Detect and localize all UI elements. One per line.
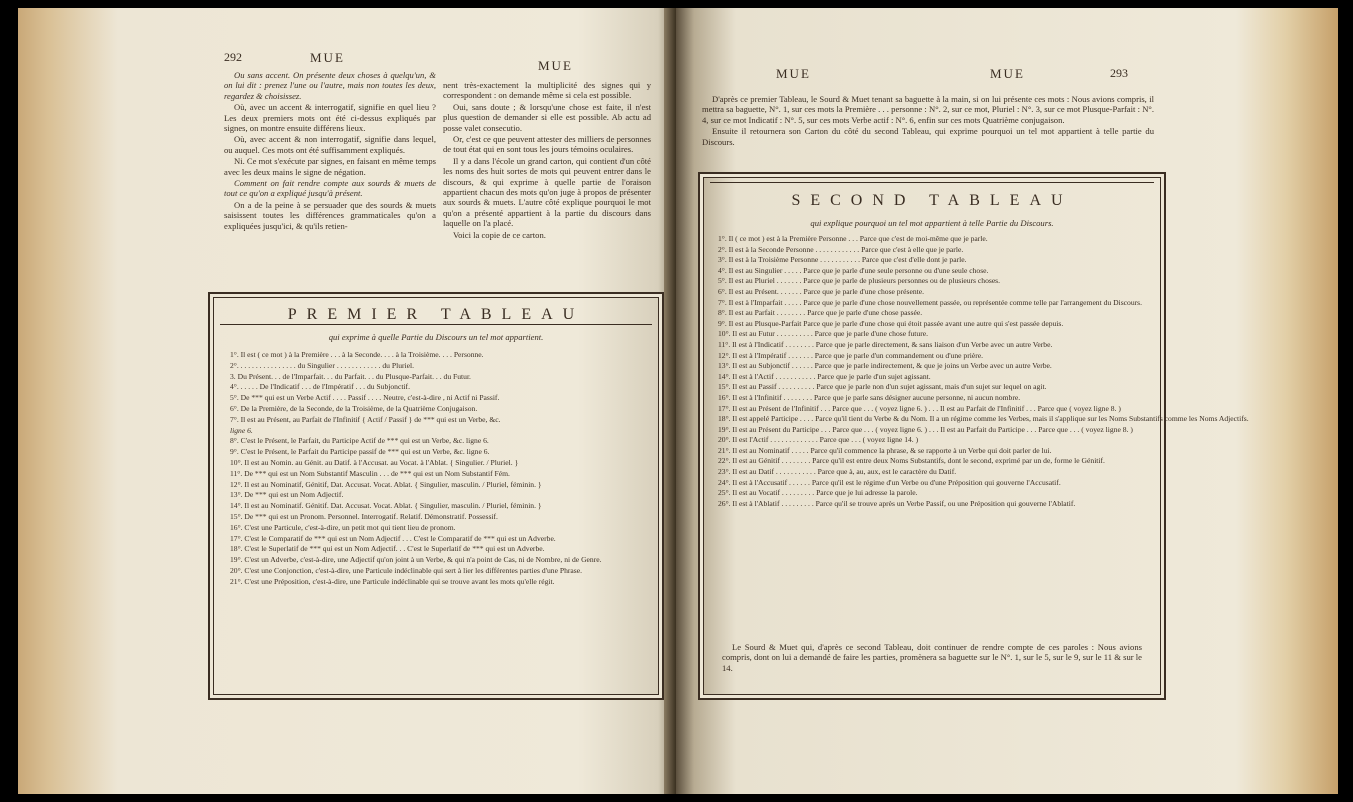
- table-row: 21°. C'est une Préposition, c'est-à-dire, une Particule indéclinable qui se trouve avant les mots qu'elle régit.: [230, 576, 555, 586]
- table-row: 14°. Il est à l'Actif . . . . . . . . . . . Parce que je parle d'un sujet agissant.: [718, 371, 931, 381]
- paragraph: Il y a dans l'école un grand carton, qui contient d'un côté les noms des huit sortes de mots qui peuvent entrer dans le discours, & qui exprime à quelle partie de l'oraison appartient chacun des mots qu'on juge à propos de présenter aux sourds & muets. L'autre côté explique pourquoi le mot qu'on a présenté appartient à la partie du discours dans laquelle on l'a placé.: [443, 155, 651, 229]
- table-row: 6°. Il est au Présent. . . . . . . Parce que je parle d'une chose présente.: [718, 286, 924, 296]
- table-row: 1°. Il ( ce mot ) est à la Première Personne . . . Parce que c'est de moi-même que je parle.: [718, 234, 988, 243]
- table-row: 8°. Il est au Parfait . . . . . . . . Parce que je parle d'une chose passée.: [718, 308, 923, 318]
- table-row: 11°. De *** qui est un Nom Substantif Masculin . . . de *** qui est un Nom Substantif Fém.: [230, 468, 510, 478]
- table-row: 25°. Il est au Vocatif . . . . . . . . . Parce que je lui adresse la parole.: [718, 488, 918, 498]
- divider: [710, 182, 1154, 183]
- running-head-right: MUE: [990, 66, 1025, 81]
- premier-tableau: [208, 292, 664, 700]
- paragraph: D'après ce premier Tableau, le Sourd & Muet tenant sa baguette à la main, si on lui présente ces mots : Nous avions compris, il mettra sa baguette, N°. 1, sur ces mots la Première . . . personne : N°. 2, sur ce mot, Pluriel : N°. 3, sur ce mot Plusque-Parfait : N°. 4, sur ce mot Indicatif : N°. 5, sur ces mots Verbe actif : N°. 6, enfin sur ces mots Quatrième conjugaison.: [702, 94, 1154, 125]
- paragraph: Ou sans accent. On présente deux choses à quelqu'un, & on lui dit : prenez l'une ou l'autre, mais non toutes les deux, regardez & choisissez.: [224, 70, 436, 101]
- table-row: 6°. De la Première, de la Seconde, de la Troisième, de la Quatrième Conjugaison.: [230, 403, 478, 413]
- table-row: 26°. Il est à l'Ablatif . . . . . . . . . Parce qu'il se trouve après un Verbe Passif, ou une Préposition qui gouverne l'Ablatif.: [718, 498, 1076, 508]
- right-page: [676, 8, 1338, 794]
- table-row: 19°. Il est au Présent du Participe . . . Parce que . . . ( voyez ligne 6. ) . . . Il est au Parfait du Participe . . . Parce que . . . ( voyez ligne 8. ): [718, 424, 1133, 434]
- table-row: 10°. Il est au Futur . . . . . . . . . . Parce que je parle d'une chose future.: [718, 329, 929, 339]
- paragraph: nent très-exactement la multiplicité des signes qui y correspondent : on demande même si cela est possible.: [443, 80, 651, 101]
- table-row: 16°. C'est une Particule, c'est-à-dire, un petit mot qui tient lieu de pronom.: [230, 522, 456, 532]
- table-rows: [718, 234, 1249, 509]
- table-row: 21°. Il est au Nominatif . . . . . Parce qu'il commence la phrase, & se rapporte à un Verbe qui doit parler de lui.: [718, 445, 1052, 455]
- table-row: 4°. . . . . . De l'Indicatif . . . de l'Impératif . . . du Subjonctif.: [230, 382, 410, 392]
- table-title: PREMIER TABLEAU: [287, 306, 585, 323]
- table-row: 11°. Il est à l'Indicatif . . . . . . . . Parce que je parle directement, & sans liaison d'un Verbe avec un autre Verbe.: [718, 339, 1053, 349]
- table-row: 19°. C'est un Adverbe, c'est-à-dire, une Adjectif qu'on joint à un Verbe, & qui n'a point de Cas, ni de Nombre, ni de Genre.: [230, 555, 602, 565]
- table-row: 18°. Il est appelé Participe . . . . Parce qu'il tient du Verbe & du Nom. Il a un régime comme les Verbes, mais il s'applique sur les Noms Substantifs comme les Noms Adjectifs.: [718, 414, 1249, 424]
- table-row: 8°. C'est le Présent, le Parfait, du Participe Actif de *** qui est un Verbe, &c. ligne 6.: [230, 436, 489, 446]
- page-number: 292: [224, 50, 242, 64]
- running-head-right: MUE: [538, 58, 573, 73]
- paragraph: On a de la peine à se persuader que des sourds & muets saisissent toutes les différences grammaticales qu'on a expliquées jusqu'ici, & qu'ils retien-: [224, 199, 436, 231]
- table-row: 22°. Il est au Génitif . . . . . . . . Parce qu'il est entre deux Noms Substantifs, dont le second, exprimé par un de, forme le Génitif.: [718, 456, 1105, 466]
- closing-paragraph: [722, 642, 1142, 674]
- table-row: 16°. Il est à l'Infinitif . . . . . . . . Parce que je parle sans désigner aucune personne, ni aucun nombre.: [718, 392, 1021, 402]
- paragraph: Voici la copie de ce carton.: [453, 229, 546, 240]
- left-page: [18, 8, 678, 794]
- table-row: 12°. Il est au Nominatif, Génitif, Dat. Accusat. Vocat. Ablat. { Singulier, masculin. / Pluriel, féminin. }: [230, 479, 542, 489]
- running-head-left: MUE: [776, 66, 811, 81]
- paragraph: Ensuite il retournera son Carton du côté du second Tableau, qui exprime pourquoi un tel mot appartient à telle partie du Discours.: [702, 126, 1154, 147]
- table-row: 24°. Il est à l'Accusatif . . . . . . Parce qu'il est le régime d'un Verbe ou d'une Préposition qui gouverne l'Accusatif.: [718, 477, 1061, 487]
- table-row: 5°. De *** qui est un Verbe Actif . . . . Passif . . . . Neutre, c'est-à-dire , ni Actif ni Passif.: [230, 393, 500, 403]
- table-row: 1°. Il est ( ce mot ) à la Première . . . à la Seconde. . . . à la Troisième. . . . Personne.: [230, 350, 484, 359]
- table-row: 7°. Il est au Présent, au Parfait de l'Infinitif { Actif / Passif } de *** qui est un Verbe, &c.: [230, 414, 501, 424]
- table-row: 4°. Il est au Singulier . . . . . Parce que je parle d'une seule personne ou d'une seule chose.: [718, 265, 989, 275]
- table-row: 20°. C'est une Conjonction, c'est-à-dire, une Particule indéclinable qui sert à lier les différentes parties d'une Phrase.: [230, 565, 582, 575]
- table-row: 3°. Il est à la Troisième Personne . . . . . . . . . . . Parce que c'est d'elle dont je parle.: [718, 255, 967, 265]
- table-row: 7°. Il est à l'Imparfait . . . . . Parce que je parle d'une chose nouvellement passée, ou représentée comme telle par l'arrangement du Discours.: [718, 297, 1143, 307]
- table-row: 18°. C'est le Superlatif de *** qui est un Nom Adjectif. . . C'est le Superlatif de *** qui est un Adverbe.: [230, 544, 545, 554]
- paragraph: Oui, sans doute ; & lorsqu'une chose est faite, il n'est plus question de demander si elle est possible. Ab actu ad posse valet consecutio.: [443, 101, 651, 133]
- paragraph: Où, avec accent & non interrogatif, signifie dans lequel, ou auquel. Ces mots ont été suffisamment expliqués.: [224, 134, 436, 155]
- table-row: 15°. Il est au Passif . . . . . . . . . . Parce que je parle non d'un sujet agissant, mais d'un sujet sur lequel on agit.: [718, 382, 1047, 392]
- table-row: 20°. Il est l'Actif . . . . . . . . . . . . . Parce que . . . ( voyez ligne 14. ): [718, 435, 919, 445]
- table-row: 9°. C'est le Présent, le Parfait du Participe passif de *** qui est un Verbe, &c. ligne 6.: [230, 447, 490, 457]
- table-row: 17°. Il est au Présent de l'Infinitif . . . Parce que . . . ( voyez ligne 6. ) . . . Il est au Parfait de l'Infinitif . . . Parce que ( voyez ligne 8. ): [718, 403, 1121, 413]
- table-subtitle: qui exprime à quelle Partie du Discours un tel mot appartient.: [328, 332, 544, 342]
- paragraph: Le Sourd & Muet qui, d'après ce second Tableau, doit continuer de rendre compte de ces paroles : Nous avions compris, dont on lui a demandé de faire les parties, promènera sa baguette sur le N°. 1, sur le 5, sur le 9, sur le 11 & sur le 14.: [722, 642, 1142, 673]
- table-subtitle: qui explique pourquoi un tel mot appartient à telle Partie du Discours.: [810, 218, 1054, 228]
- table-row: 13°. Il est au Subjonctif . . . . . . Parce que je parle indirectement, & que je joins un Verbe avec un autre Verbe.: [718, 361, 1052, 371]
- left-column-1: [224, 70, 436, 232]
- divider: [220, 324, 652, 325]
- table-row: 12°. Il est à l'Impératif . . . . . . . Parce que je parle d'un commandement ou d'une prière.: [718, 350, 984, 360]
- table-row: 13°. De *** qui est un Nom Adjectif.: [230, 490, 344, 500]
- table-rows: [230, 350, 642, 588]
- paragraph: Où, avec un accent & interrogatif, signifie en quel lieu ? Les deux premiers mots ont été ci-dessus expliqués par signes, on montre ensuite différens lieux.: [224, 102, 436, 134]
- table-row: 14°. Il est au Nominatif. Génitif. Dat. Accusat. Vocat. Ablat. { Singulier, masculin. / Pluriel, féminin. }: [230, 501, 542, 511]
- paragraph: Or, c'est ce que peuvent attester des milliers de personnes de tout état qui en sont tous les jours témoins oculaires.: [443, 134, 651, 155]
- left-column-2: [443, 80, 651, 241]
- second-tableau: [698, 172, 1249, 700]
- table-row: 17°. C'est le Comparatif de *** qui est un Nom Adjectif . . . C'est le Comparatif de *** qui est un Adverbe.: [230, 533, 556, 543]
- table-title: SECOND TABLEAU: [791, 192, 1073, 209]
- table-row: 15°. De *** qui est un Pronom. Personnel. Interrogatif. Relatif. Démonstratif. Possessif.: [230, 511, 498, 521]
- table-row: 2°. . . . . . . . . . . . . . . . du Singulier . . . . . . . . . . . . du Pluriel.: [230, 360, 415, 370]
- section-heading: Comment on fait rendre compte aux sourds & muets de tout ce qu'on a expliqué jusqu'à présent.: [224, 178, 436, 199]
- table-row: 5°. Il est au Pluriel . . . . . . . Parce que je parle de plusieurs personnes ou de plusieurs choses.: [718, 276, 1001, 286]
- table-row: 3. Du Présent. . . de l'Imparfait. . . du Parfait. . . du Plusque-Parfait. . . du Futur.: [230, 371, 471, 381]
- right-intro: [702, 94, 1154, 148]
- table-row: 10°. Il est au Nomin. au Génit. au Datif. à l'Accusat. au Vocat. à l'Ablat. { Singulier. / Pluriel. }: [230, 457, 519, 467]
- table-row: ligne 6.: [230, 425, 253, 435]
- table-row: 9°. Il est au Plusque-Parfait Parce que je parle d'une chose qui étoit passée avant une autre qui s'est passée depuis.: [718, 318, 1064, 328]
- page-number: 293: [1110, 66, 1128, 80]
- running-head-left: MUE: [310, 50, 345, 65]
- paragraph: Ni. Ce mot s'exécute par signes, en faisant en même temps avec les deux mains le signe de négation.: [224, 156, 436, 177]
- table-row: 2°. Il est à la Seconde Personne . . . . . . . . . . . . Parce que c'est à elle que je parle.: [718, 244, 964, 254]
- table-row: 23°. Il est au Datif . . . . . . . . . . . Parce que à, au, aux, est le caractère du Datif.: [718, 467, 957, 477]
